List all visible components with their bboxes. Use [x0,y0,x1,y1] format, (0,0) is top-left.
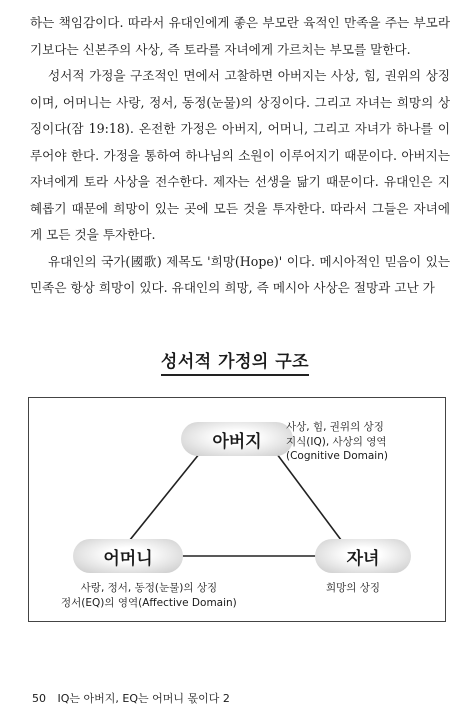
child-node [315,539,411,573]
paragraph: 유대인의 국가(國歌) 제목도 '희망(Hope)' 이다. 메시아적인 믿음이 있는 민족은 항상 희망이 있다. 유대인의 희망, 즉 메시아 사상은 절망과 고난 가 [30,253,450,295]
mother-note [61,581,237,610]
father-label: 아버지 [212,431,262,452]
paragraph: 하는 책임감이다. 따라서 유대인에게 좋은 부모란 육적인 만족을 주는 부모라기보다는 신본주의 사상, 즉 토라를 자녀에게 가르치는 부모를 말한다. [30,15,450,57]
father-node [181,422,293,456]
child-note [326,581,380,596]
figure-title [0,347,470,372]
father-note-line: 지식(IQ), 사상의 영역 [286,435,387,448]
page-footer [32,690,230,706]
family-structure-diagram [28,397,446,622]
paragraph: 성서적 가정을 구조적인 면에서 고찰하면 아버지는 사상, 힘, 권위의 상징이며, 어머니는 사랑, 정서, 동정(눈물)의 상징이다. 그리고 자녀는 희망의 상징이다(잠 19:18). 온전한 가정은 아버지, 어머니, 그리고 자녀가 하나를 이루어야 한다. 가정을 통하여 하나님의 소원이 이루어지기 때문이다. 아버지는 자녀에게 토라 사상을 전수한다. 제자는 선생을 닮기 때문이다. 유대인은 지혜롭기 때문에 희망이 있는 곳에 모든 것을 투자한다. 따라서 그들은 자녀에게 모든 것을 투자한다. [30,68,450,242]
body-text [30,10,450,302]
figure-title-text: 성서적 가정의 구조 [161,352,309,376]
child-label: 자녀 [346,548,380,569]
mother-label: 어머니 [103,548,153,569]
father-note-line: 사상, 힘, 권위의 상징 [286,421,384,433]
mother-note-line: 정서(EQ)의 영역(Affective Domain) [61,596,237,609]
mother-node [73,539,183,573]
mother-note-line: 사랑, 정서, 동정(눈물)의 상징 [80,582,218,594]
running-title: IQ는 아버지, EQ는 어머니 몫이다 2 [57,692,230,705]
father-note-line: (Cognitive Domain) [286,450,388,462]
child-note-line: 희망의 상징 [326,582,381,594]
father-note [286,420,388,464]
page-number: 50 [32,692,46,705]
